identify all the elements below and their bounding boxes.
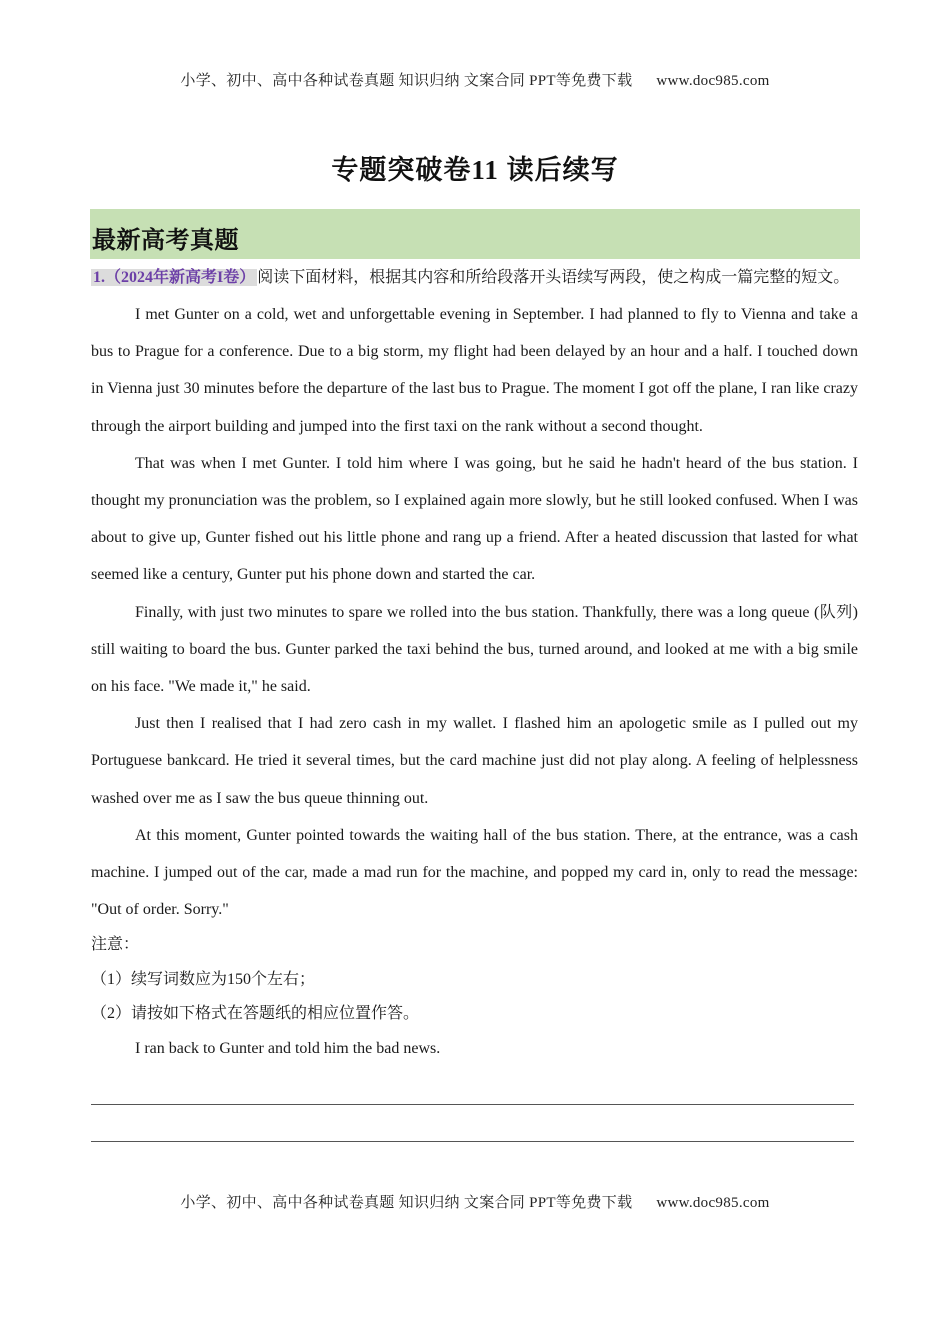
page-footer <box>0 1191 950 1212</box>
notes-heading: 注意： <box>91 936 140 954</box>
notes-block <box>91 928 858 1032</box>
question-instruction-line <box>91 259 858 296</box>
section-banner <box>90 209 860 259</box>
answer-line[interactable] <box>91 1141 854 1142</box>
continuation-start-sentence: I ran back to Gunter and told him the bad news. <box>135 1039 441 1057</box>
passage-paragraph-4: Just then I realised that I had zero cash in my wallet. I flashed him an apologetic smile as I pulled out my Portuguese bankcard. He tried it several times, but the card machine just did not play along. A feeling of helplessness washed over me as I saw the bus queue thinning out. <box>91 715 858 807</box>
question-instruction: 阅读下面材料，根据其内容和所给段落开头语续写两段，使之构成一篇完整的短文。 <box>257 269 850 286</box>
question-content <box>91 259 858 1142</box>
document-title: 专题突破卷11 读后续写 <box>331 155 619 185</box>
footer-url[interactable]: www.doc985.com <box>656 1195 770 1211</box>
answer-line[interactable] <box>91 1104 854 1105</box>
passage-paragraph-1: I met Gunter on a cold, wet and unforgettable evening in September. I had planned to fly to Vienna and take a bus to Prague for a conference. Due to a big storm, my flight had been delayed by an hour and a half. I touched down in Vienna just 30 minutes before the departure of the last bus to Prague. The moment I got off the plane, I ran like crazy through the airport building and jumped into the first taxi on the rank without a second thought. <box>91 306 858 435</box>
passage-paragraph-3: Finally, with just two minutes to spare we rolled into the bus station. Thankfully, there was a long queue (队列) still waiting to board the bus. Gunter parked the taxi behind the bus, turned around, and looked at me with a big smile on his face. "We made it," he said. <box>91 603 858 696</box>
header-url[interactable]: www.doc985.com <box>656 73 770 89</box>
footer-text: 小学、初中、高中各种试卷真题 知识归纳 文案合同 PPT等免费下载 <box>180 1195 633 1211</box>
question-label: 1.（2024年新高考I卷） <box>93 269 256 286</box>
section-title: 最新高考真题 <box>92 228 239 254</box>
note-item-2: （2）请按如下格式在答题纸的相应位置作答。 <box>91 1005 420 1023</box>
passage-paragraph-5: At this moment, Gunter pointed towards the waiting hall of the bus station. There, at the entrance, was a cash machine. I jumped out of the car, made a mad run for the machine, and popped my card in, only to read the message: "Out of order. Sorry." <box>91 826 858 919</box>
note-item-1: （1）续写词数应为150个左右； <box>91 970 316 988</box>
page-header <box>0 69 950 90</box>
passage-paragraph-2: That was when I met Gunter. I told him where I was going, but he said he hadn't heard of the bus station. I thought my pronunciation was the problem, so I explained again more slowly, but he still looked confused. When I was about to give up, Gunter fished out his little phone and rang up a friend. After a heated discussion that lasted for what seemed like a century, Gunter put his phone down and started the car. <box>91 454 858 584</box>
header-text: 小学、初中、高中各种试卷真题 知识归纳 文案合同 PPT等免费下载 <box>180 73 633 89</box>
